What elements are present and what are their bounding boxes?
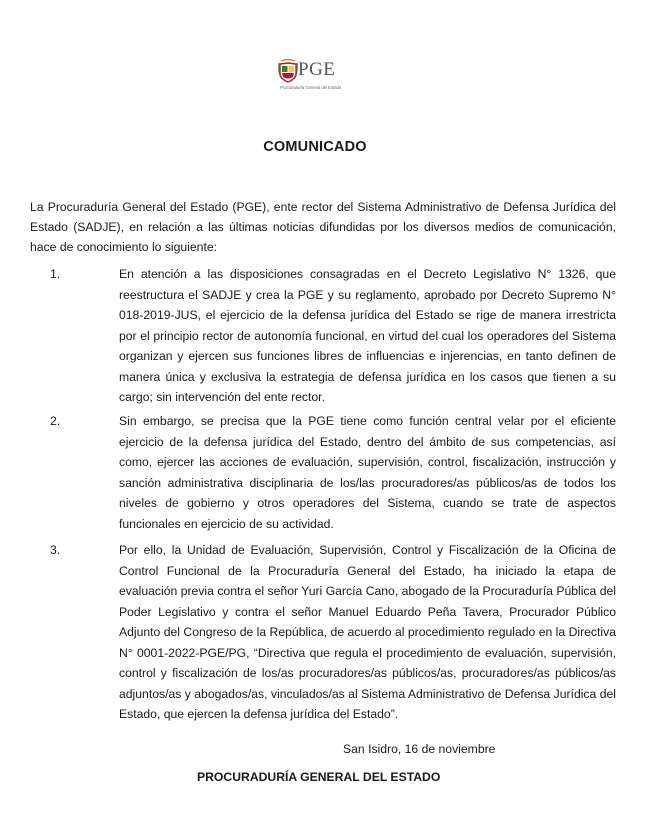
signature: PROCURADURÍA GENERAL DEL ESTADO — [197, 770, 441, 784]
intro-paragraph: La Procuraduría General del Estado (PGE), ente rector del Sistema Administrativo de Defensa Jurídica del Estado (SADJE), en relación a las últimas noticias difundidas por los diversos medios de comunicación, hace de conocimiento lo siguiente: — [30, 200, 616, 254]
coat-of-arms-icon — [278, 58, 298, 84]
item-text: Por ello, la Unidad de Evaluación, Supervisión, Control y Fiscalización de la Oficina de Control Funcional de la Procuraduría General del Estado, ha iniciado la etapa de evaluación previa contra el señor Yuri García Cano, abogado de la Procuraduría Pública del Poder Legislativo y contra el señor Manuel Eduardo Peña Tavera, Procurador Público Adjunto del Congreso de la República, de acuerdo al procedimiento regulado en la Directiva N° 0001-2022-PGE/PG, “Directiva que regula el procedimiento de evaluación, supervisión, control y fiscalización de los/as procuradores/as públicos/as, procuradores/as públicos/as adjuntos/as y abogados/as, vinculados/as al Sistema Administrativo de Defensa Jurídica del Estado, que ejercen la defensa jurídica del Estado”. — [119, 543, 616, 721]
item-text: En atención a las disposiciones consagradas en el Decreto Legislativo N° 1326, que reestructura el SADJE y crea la PGE y su reglamento, aprobado por Decreto Supremo N° 018-2019-JUS, el ejercicio de la defensa jurídica del Estado se rige de manera irrestricta por el principio rector de autonomía funcional, en virtud del cual los operadores del Sistema organizan y ejercen sus funciones libres de influencias e injerencias, en tanto definen de manera única y exclusiva la estrategia de defensa jurídica en los casos que tienen a su cargo; sin intervención del ente rector. — [119, 267, 616, 404]
document-title: COMUNICADO — [263, 139, 367, 155]
pge-logo — [278, 58, 348, 98]
item-text: Sin embargo, se precisa que la PGE tiene como función central velar por el eficiente ejercicio de la defensa jurídica del Estado, dentro del ámbito de sus competencias, así como, ejercer las acciones de evaluación, supervisión, control, fiscalización, instrucción y sanción administrativa disciplinaria de los/las procuradores/as públicos/as de todos los niveles de gobierno y otros operadores del Sistema, cuando se trate de aspectos funcionales en ejercicio de su actividad. — [119, 414, 616, 531]
logo-text: PGE — [298, 59, 336, 80]
item-number: 2. — [50, 414, 61, 428]
place-date: San Isidro, 16 de noviembre — [343, 742, 496, 756]
item-number: 3. — [50, 543, 61, 557]
logo-subtitle: Procuraduría General del Estado — [280, 85, 342, 90]
item-number: 1. — [50, 267, 61, 281]
